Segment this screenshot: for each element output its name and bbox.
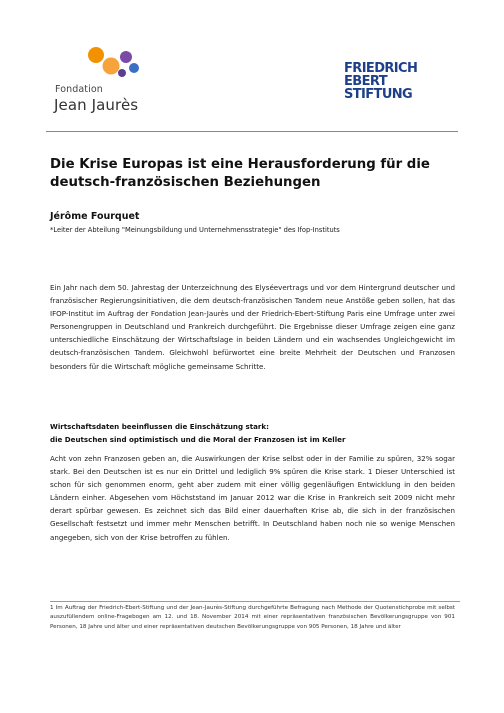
fes-logo-line1: FRIEDRICH <box>344 61 418 76</box>
fes-logo-line2: EBERT <box>344 74 387 89</box>
footnote-divider <box>50 601 460 602</box>
friedrich-ebert-stiftung-logo <box>344 62 454 112</box>
fjj-logo-dots-icon <box>82 46 142 82</box>
fondation-jean-jaures-logo <box>52 46 162 116</box>
intro-paragraph: Ein Jahr nach dem 50. Jahrestag der Unterzeichnung des Elyséevertrags und vor dem Hintergrund deutscher und französischer Regierungsinitiativen, die dem deutsch-französischen Tandem neue Anstöße geben sollen, hat das IFOP-Institut im Auftrag der Fondation Jean-Jaurès und der Friedrich-Ebert-Stiftung Paris eine Umfrage unter zwei Personengruppen in Deutschland und Frankreich durchgeführt. Die Ergebnisse dieser Umfrage zeigen eine ganz unterschiedliche Einschätzung der Wirtschaftslage in beiden Ländern und ein wachsendes Ungleichgewicht im deutsch-französischen Tandem. Gleichwohl befürwortet eine breite Mehrheit der Deutschen und Franzosen besonders für die Wirtschaft mögliche gemeinsame Schritte. <box>50 283 455 371</box>
header-divider <box>46 131 458 132</box>
footnote: 1 Im Auftrag der Friedrich-Ebert-Stiftung und der Jean-Jaurès-Stiftung durchgeführte Befragung nach Methode der Quotenstichprobe mit selbst auszufüllendem online-Fragebogen am 12. und 18. November 2014 mit einer repräsentativen französischen Bevölkerungsgruppe von 901 Personen, 18 Jahre und älter und einer repräsentativen deutschen Bevölkerungsgruppe von 905 Personen, 18 Jahre und älter <box>50 605 455 630</box>
fjj-logo-line2: Jean Jaurès <box>54 96 139 114</box>
fjj-logo-line1: Fondation <box>55 84 103 95</box>
author-note: *Leiter der Abteilung "Meinungsbildung und Unternehmensstrategie" des Ifop-Instituts <box>50 226 340 234</box>
section-heading-line1: Wirtschaftsdaten beeinflussen die Einschätzung stark: <box>50 422 269 431</box>
section-heading-line2: die Deutschen sind optimistisch und die Moral der Franzosen ist im Keller <box>50 435 346 444</box>
section-paragraph: Acht von zehn Franzosen geben an, die Auswirkungen der Krise selbst oder in der Familie zu spüren, 32% sogar stark. Bei den Deutschen ist es nur ein Drittel und lediglich 9% spüren die Krise stark. 1 Dieser Unterschied ist schon für sich genommen enorm, geht aber zudem mit einer völlig gegenläufigen Entwicklung in den beiden Ländern einher. Abgesehen vom Höchststand im Januar 2012 war die Krise in Frankreich seit 2009 nicht mehr derart spürbar gewesen. Es zeichnet sich das Bild einer dauerhaften Krise ab, die sich in der französischen Gesellschaft festsetzt und immer mehr Menschen betrifft. In Deutschland haben noch nie so wenige Menschen angegeben, sich von der Krise betroffen zu fühlen. <box>50 454 455 542</box>
author-name: Jérôme Fourquet <box>50 211 140 222</box>
fes-logo-line3: STIFTUNG <box>344 87 413 102</box>
document-title: Die Krise Europas ist eine Herausforderung für die deutsch-französischen Beziehungen <box>50 157 430 190</box>
